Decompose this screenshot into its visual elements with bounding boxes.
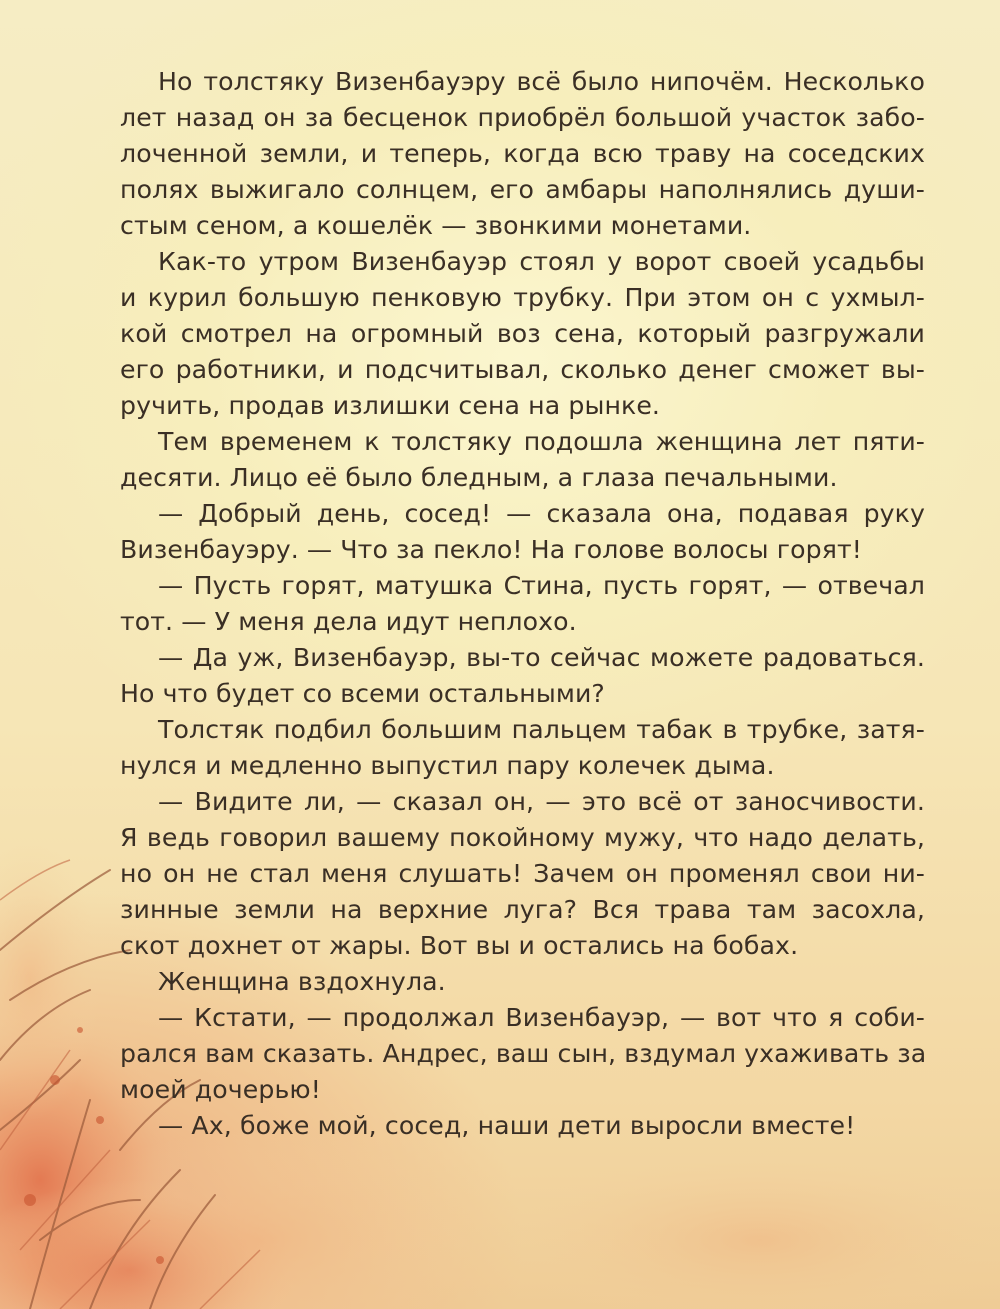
- text-line: его работники, и подсчитывал, сколько денег сможет вы-: [120, 355, 925, 384]
- paragraph: [120, 1108, 925, 1144]
- text-line: ручить, продав излишки сена на рынке.: [120, 391, 661, 420]
- text-line: Тем временем к толстяку подошла женщина лет пяти-: [158, 427, 925, 456]
- paragraph: [120, 640, 925, 712]
- text-line: зинные земли на верхние луга? Вся трава там засохла,: [120, 895, 925, 924]
- text-line: полях выжигало солнцем, его амбары наполнялись души-: [120, 175, 925, 204]
- text-line: и курил большую пенковую трубку. При этом он с ухмыл-: [120, 283, 925, 312]
- story-text: [120, 64, 925, 1144]
- text-line: Я ведь говорил вашему покойному мужу, что надо делать,: [120, 823, 925, 852]
- paragraph: [120, 964, 925, 1000]
- text-line: — Да уж, Визенбауэр, вы-то сейчас можете радоваться.: [158, 643, 925, 672]
- paragraph: [120, 64, 925, 244]
- paragraph: [120, 1000, 925, 1108]
- text-line: тот. — У меня дела идут неплохо.: [120, 607, 577, 636]
- text-line: Но толстяку Визенбауэру всё было нипочём. Несколько: [158, 67, 925, 96]
- paragraph: [120, 496, 925, 568]
- text-line: десяти. Лицо её было бледным, а глаза печальными.: [120, 463, 838, 492]
- text-line: моей дочерью!: [120, 1075, 321, 1104]
- text-line: но он не стал меня слушать! Зачем он променял свои ни-: [120, 859, 925, 888]
- paragraph: [120, 568, 925, 640]
- text-line: лоченной земли, и теперь, когда всю траву на соседских: [120, 139, 925, 168]
- text-line: — Видите ли, — сказал он, — это всё от заносчивости.: [158, 787, 925, 816]
- text-line: рался вам сказать. Андрес, ваш сын, вздумал ухаживать за: [120, 1039, 927, 1068]
- paragraph: [120, 784, 925, 964]
- paragraph: [120, 244, 925, 424]
- text-line: скот дохнет от жары. Вот вы и остались на бобах.: [120, 931, 799, 960]
- text-line: Женщина вздохнула.: [158, 967, 446, 996]
- text-line: нулся и медленно выпустил пару колечек дыма.: [120, 751, 775, 780]
- text-line: — Ах, боже мой, сосед, наши дети выросли вместе!: [158, 1111, 856, 1140]
- paragraph: [120, 712, 925, 784]
- text-line: — Пусть горят, матушка Стина, пусть горят, — отвечал: [158, 571, 925, 600]
- text-line: кой смотрел на огромный воз сена, который разгружали: [120, 319, 925, 348]
- text-line: Но что будет со всеми остальными?: [120, 679, 605, 708]
- text-line: — Кстати, — продолжал Визенбауэр, — вот что я соби-: [158, 1003, 925, 1032]
- text-line: Толстяк подбил большим пальцем табак в трубке, затя-: [158, 715, 925, 744]
- text-line: лет назад он за бесценок приобрёл большой участок забо-: [120, 103, 925, 132]
- text-line: Визенбауэру. — Что за пекло! На голове волосы горят!: [120, 535, 862, 564]
- paragraph: [120, 424, 925, 496]
- text-line: Как-то утром Визенбауэр стоял у ворот своей усадьбы: [158, 247, 925, 276]
- text-line: — Добрый день, сосед! — сказала она, подавая руку: [158, 499, 925, 528]
- text-line: стым сеном, а кошелёк — звонкими монетами.: [120, 211, 752, 240]
